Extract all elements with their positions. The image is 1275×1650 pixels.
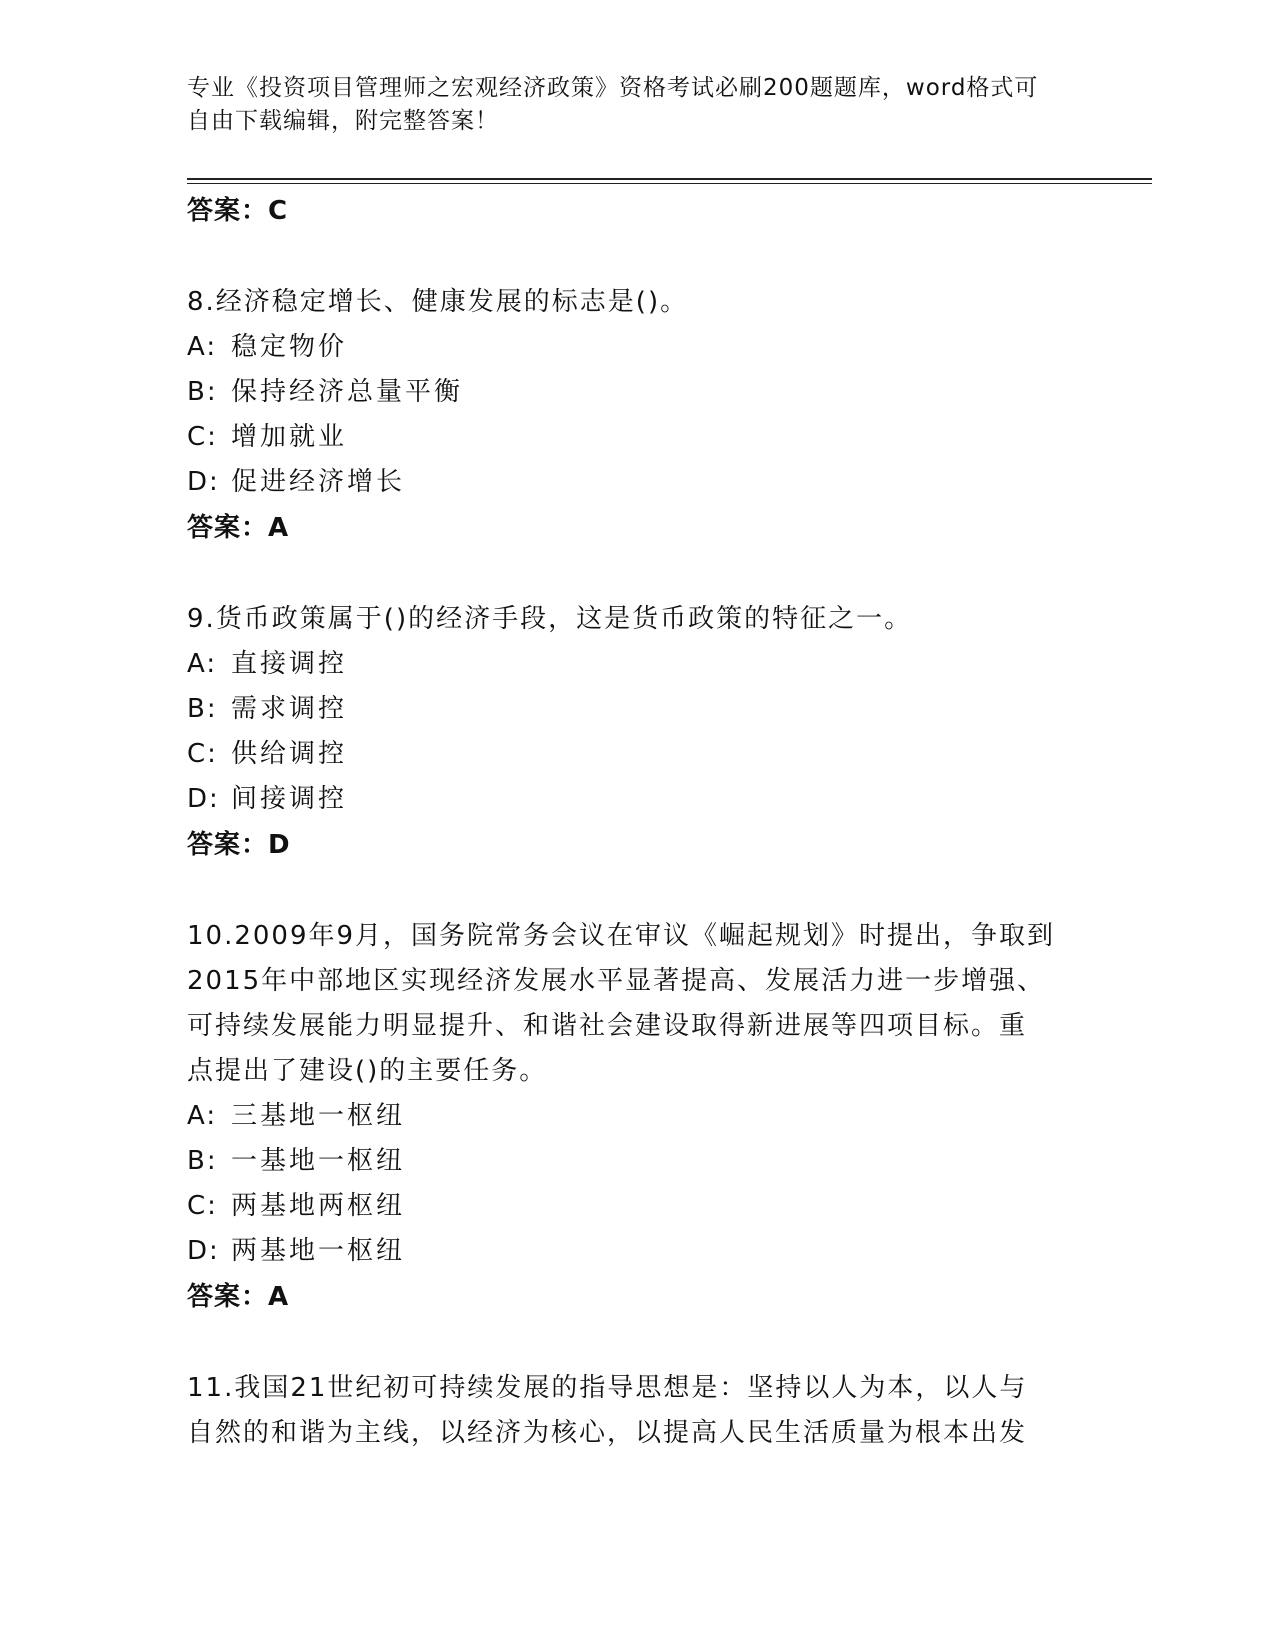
answer-line: 答案：D	[187, 830, 291, 860]
option-text: 一基地一枢纽	[231, 1146, 406, 1176]
option-text: 三基地一枢纽	[231, 1101, 406, 1131]
option-text: 间接调控	[231, 784, 348, 814]
option-c	[187, 415, 1087, 460]
option-key: C:	[187, 1191, 218, 1221]
option-text: 保持经济总量平衡	[231, 377, 464, 407]
question-text: 8.经济稳定增长、健康发展的标志是()。	[187, 287, 689, 317]
header-line-2: 自由下载编辑，附完整答案！	[187, 108, 499, 134]
option-a	[187, 1094, 1087, 1139]
header-line-1: 专业《投资项目管理师之宏观经济政策》资格考试必刷200题题库，word格式可	[187, 75, 1039, 101]
option-c	[187, 1184, 1087, 1229]
question-9	[187, 597, 1087, 868]
document-header	[187, 72, 1067, 138]
option-key: D:	[187, 784, 220, 814]
option-d	[187, 777, 1087, 822]
option-key: D:	[187, 467, 220, 497]
answer-line: 答案：A	[187, 1282, 290, 1312]
answer-line: 答案：A	[187, 513, 290, 543]
option-d	[187, 460, 1087, 505]
option-text: 直接调控	[231, 649, 348, 679]
option-a	[187, 642, 1087, 687]
option-key: A:	[187, 1101, 218, 1131]
option-text: 供给调控	[231, 739, 348, 769]
header-divider	[187, 178, 1152, 184]
option-key: C:	[187, 422, 218, 452]
option-text: 两基地两枢纽	[231, 1191, 406, 1221]
question-11	[187, 1366, 1087, 1456]
option-key: B:	[187, 694, 218, 724]
option-text: 增加就业	[231, 422, 348, 452]
question-text-line: 自然的和谐为主线，以经济为核心，以提高人民生活质量为根本出发	[187, 1418, 1028, 1448]
option-c	[187, 732, 1087, 777]
question-text-line: 11.我国21世纪初可持续发展的指导思想是：坚持以人为本，以人与	[187, 1373, 1028, 1403]
option-text: 两基地一枢纽	[231, 1236, 406, 1266]
option-text: 促进经济增长	[231, 467, 406, 497]
option-b	[187, 687, 1087, 732]
option-b	[187, 370, 1087, 415]
question-text-line: 点提出了建设()的主要任务。	[187, 1056, 548, 1086]
option-key: B:	[187, 377, 218, 407]
option-key: D:	[187, 1236, 220, 1266]
question-text: 9.货币政策属于()的经济手段，这是货币政策的特征之一。	[187, 604, 913, 634]
question-10	[187, 914, 1087, 1320]
option-d	[187, 1229, 1087, 1274]
option-key: A:	[187, 649, 218, 679]
option-a	[187, 325, 1087, 370]
option-text: 稳定物价	[231, 332, 348, 362]
option-key: C:	[187, 739, 218, 769]
option-key: B:	[187, 1146, 218, 1176]
option-key: A:	[187, 332, 218, 362]
answer-line: 答案：C	[187, 196, 289, 226]
option-b	[187, 1139, 1087, 1184]
question-8	[187, 280, 1087, 551]
document-body	[187, 188, 1087, 1456]
question-text-line: 2015年中部地区实现经济发展水平显著提高、发展活力进一步增强、	[187, 966, 1046, 996]
option-text: 需求调控	[231, 694, 348, 724]
question-text-line: 10.2009年9月，国务院常务会议在审议《崛起规划》时提出，争取到	[187, 921, 1056, 951]
question-text-line: 可持续发展能力明显提升、和谐社会建设取得新进展等四项目标。重	[187, 1011, 1028, 1041]
